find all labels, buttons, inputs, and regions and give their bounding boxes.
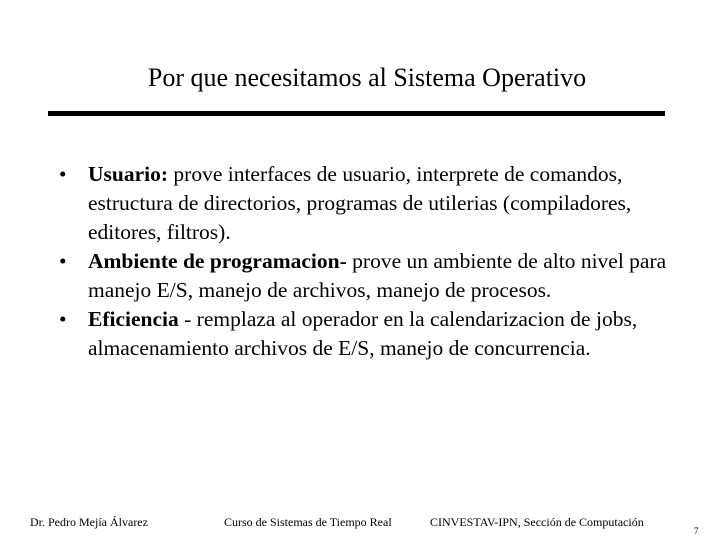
bullet-item-eficiencia xyxy=(0,305,678,363)
slide-title: Por que necesitamos al Sistema Operativo xyxy=(147,63,587,92)
bullet-term: Usuario: xyxy=(88,162,169,186)
bullet-dot: • xyxy=(59,162,67,186)
page-number: 7 xyxy=(694,526,699,536)
bullet-dot: • xyxy=(59,249,67,273)
footer-author: Dr. Pedro Mejía Álvarez xyxy=(30,515,148,529)
footer-course: Curso de Sistemas de Tiempo Real xyxy=(224,515,392,529)
bullet-item-usuario xyxy=(0,160,678,247)
bullet-dot: • xyxy=(59,307,67,331)
title-divider xyxy=(48,111,665,116)
bullet-term: Eficiencia xyxy=(88,307,179,331)
bullet-list xyxy=(0,160,720,363)
bullet-term: Ambiente de programacion- xyxy=(88,249,347,273)
bullet-text: - remplaza al operador en la calendarizacion de jobs, almacenamiento archivos de E/S, manejo de concurrencia. xyxy=(88,307,638,360)
bullet-text: prove interfaces de usuario, interprete de comandos, estructura de directorios, programas de utilerias (compiladores, editores, filtros). xyxy=(88,162,632,244)
footer-institution: CINVESTAV-IPN, Sección de Computación xyxy=(430,515,644,529)
bullet-item-ambiente xyxy=(0,247,678,305)
bullet-text: prove un ambiente de alto nivel para manejo E/S, manejo de archivos, manejo de procesos. xyxy=(88,249,667,302)
